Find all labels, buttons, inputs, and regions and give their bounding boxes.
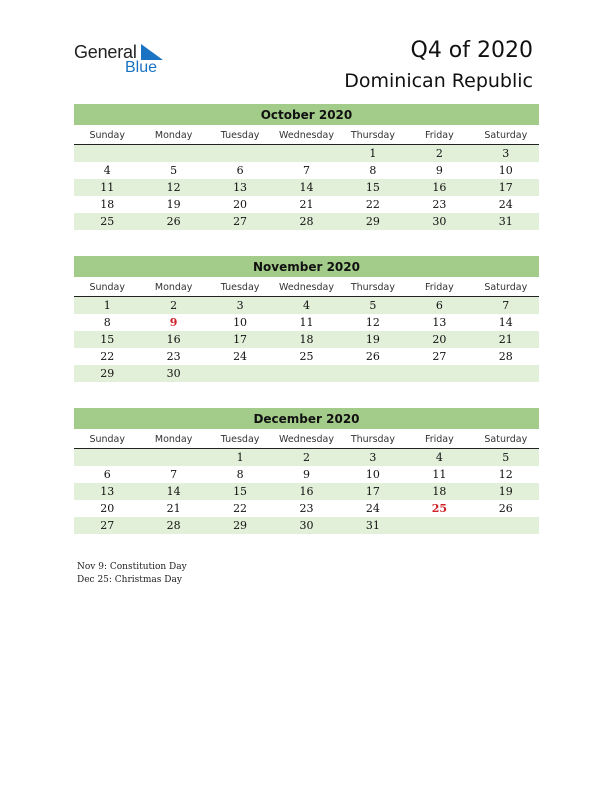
day-cell: 18 (299, 333, 314, 346)
month-october (74, 104, 539, 230)
week-row (74, 331, 539, 348)
day-cell: 8 (103, 316, 111, 329)
day-cell: 21 (498, 333, 513, 346)
holiday-note: Nov 9: Constitution Day (77, 562, 187, 572)
day-cell: 5 (170, 164, 178, 177)
day-cell: 11 (432, 468, 447, 481)
weekday-header-row (74, 279, 539, 297)
day-cell: 12 (498, 468, 513, 481)
day-cell: 2 (170, 299, 178, 312)
day-cell: 27 (233, 215, 248, 228)
weekday-label: Monday (154, 434, 193, 445)
day-cell: 7 (502, 299, 510, 312)
day-cell: 29 (233, 519, 248, 532)
day-cell: 23 (432, 198, 447, 211)
day-cell: 20 (233, 198, 248, 211)
week-row (74, 517, 539, 534)
day-cell: 21 (299, 198, 314, 211)
day-cell: 25 (100, 215, 115, 228)
day-cell: 31 (498, 215, 513, 228)
day-cell: 11 (100, 181, 115, 194)
day-cell: 7 (170, 468, 178, 481)
day-cell: 20 (432, 333, 447, 346)
weekday-header-row (74, 431, 539, 449)
weekday-label: Thursday (350, 130, 396, 141)
holiday-note: Dec 25: Christmas Day (77, 575, 182, 585)
day-cell: 6 (236, 164, 244, 177)
day-cell: 2 (435, 147, 443, 160)
weekday-label: Saturday (484, 282, 528, 293)
week-row (74, 297, 539, 314)
day-cell: 12 (166, 181, 181, 194)
day-cell: 9 (435, 164, 443, 177)
day-cell: 16 (299, 485, 314, 498)
weekday-label: Saturday (484, 434, 528, 445)
day-cell: 4 (302, 299, 310, 312)
day-cell: 8 (369, 164, 377, 177)
day-cell: 26 (365, 350, 380, 363)
weekday-label: Saturday (484, 130, 528, 141)
day-cell: 3 (369, 451, 377, 464)
weekday-label: Friday (424, 130, 454, 141)
day-cell: 15 (233, 485, 248, 498)
day-cell: 6 (103, 468, 111, 481)
logo-blue-text: Blue (125, 59, 158, 76)
holiday-day-cell: 25 (431, 502, 447, 515)
month-december (74, 408, 539, 534)
week-row (74, 449, 539, 466)
day-cell: 23 (299, 502, 314, 515)
day-cell: 16 (166, 333, 181, 346)
page-title: Q4 of 2020 (410, 38, 533, 63)
day-cell: 28 (498, 350, 513, 363)
weekday-label: Sunday (89, 130, 125, 141)
month-title: November 2020 (74, 256, 539, 277)
day-cell: 19 (365, 333, 380, 346)
day-cell: 26 (166, 215, 181, 228)
country-name: Dominican Republic (344, 70, 533, 92)
weekday-label: Tuesday (220, 130, 260, 141)
week-row (74, 314, 539, 331)
day-cell: 20 (100, 502, 115, 515)
day-cell: 12 (365, 316, 380, 329)
day-cell: 4 (435, 451, 443, 464)
weekday-label: Wednesday (278, 434, 334, 445)
day-cell: 1 (236, 451, 244, 464)
day-cell: 28 (166, 519, 181, 532)
weekday-label: Monday (154, 282, 193, 293)
day-cell: 29 (100, 367, 115, 380)
day-cell: 30 (432, 215, 447, 228)
day-cell: 24 (233, 350, 248, 363)
weekday-label: Tuesday (220, 282, 260, 293)
holiday-notes (77, 561, 187, 587)
day-cell: 5 (502, 451, 510, 464)
day-cell: 19 (498, 485, 513, 498)
day-cell: 10 (233, 316, 248, 329)
month-november (74, 256, 539, 382)
day-cell: 17 (233, 333, 248, 346)
day-cell: 29 (365, 215, 380, 228)
day-cell: 27 (432, 350, 447, 363)
day-cell: 31 (365, 519, 380, 532)
day-cell: 22 (233, 502, 248, 515)
weekday-label: Thursday (350, 282, 396, 293)
day-cell: 17 (365, 485, 380, 498)
weekday-label: Wednesday (278, 282, 334, 293)
day-cell: 23 (166, 350, 181, 363)
day-cell: 7 (302, 164, 310, 177)
day-cell: 10 (498, 164, 513, 177)
day-cell: 14 (299, 181, 314, 194)
weekday-label: Wednesday (278, 130, 334, 141)
week-row (74, 500, 539, 517)
logo (74, 42, 174, 78)
day-cell: 30 (299, 519, 314, 532)
day-cell: 1 (103, 299, 111, 312)
day-cell: 18 (432, 485, 447, 498)
week-row (74, 348, 539, 365)
day-cell: 15 (365, 181, 380, 194)
week-row (74, 483, 539, 500)
day-cell: 3 (236, 299, 244, 312)
week-row (74, 179, 539, 196)
day-cell: 11 (299, 316, 314, 329)
weekday-header-row (74, 127, 539, 145)
holiday-day-cell: 9 (169, 316, 178, 329)
day-cell: 13 (233, 181, 248, 194)
weekday-label: Friday (424, 282, 454, 293)
week-row (74, 196, 539, 213)
weekday-label: Sunday (89, 434, 125, 445)
day-cell: 24 (498, 198, 513, 211)
month-title: October 2020 (74, 104, 539, 125)
month-title: December 2020 (74, 408, 539, 429)
logo-general-text: General (74, 42, 137, 62)
day-cell: 24 (365, 502, 380, 515)
day-cell: 28 (299, 215, 314, 228)
week-row (74, 466, 539, 483)
day-cell: 17 (498, 181, 513, 194)
day-cell: 14 (166, 485, 181, 498)
day-cell: 2 (302, 451, 310, 464)
day-cell: 21 (166, 502, 181, 515)
weekday-label: Thursday (350, 434, 396, 445)
day-cell: 22 (365, 198, 380, 211)
day-cell: 25 (299, 350, 314, 363)
day-cell: 15 (100, 333, 115, 346)
day-cell: 1 (369, 147, 377, 160)
logo-triangle-icon (141, 44, 163, 60)
day-cell: 13 (100, 485, 115, 498)
day-cell: 13 (432, 316, 447, 329)
week-row (74, 162, 539, 179)
weekday-label: Tuesday (220, 434, 260, 445)
day-cell: 26 (498, 502, 513, 515)
weekday-label: Sunday (89, 282, 125, 293)
day-cell: 27 (100, 519, 115, 532)
week-row (74, 365, 539, 382)
day-cell: 8 (236, 468, 244, 481)
weekday-label: Monday (154, 130, 193, 141)
day-cell: 9 (302, 468, 310, 481)
week-row (74, 213, 539, 230)
day-cell: 22 (100, 350, 115, 363)
day-cell: 3 (502, 147, 510, 160)
day-cell: 18 (100, 198, 115, 211)
day-cell: 14 (498, 316, 513, 329)
day-cell: 4 (103, 164, 111, 177)
day-cell: 16 (432, 181, 447, 194)
day-cell: 30 (166, 367, 181, 380)
week-row (74, 145, 539, 162)
day-cell: 19 (166, 198, 181, 211)
weekday-label: Friday (424, 434, 454, 445)
day-cell: 6 (435, 299, 443, 312)
day-cell: 10 (365, 468, 380, 481)
day-cell: 5 (369, 299, 377, 312)
